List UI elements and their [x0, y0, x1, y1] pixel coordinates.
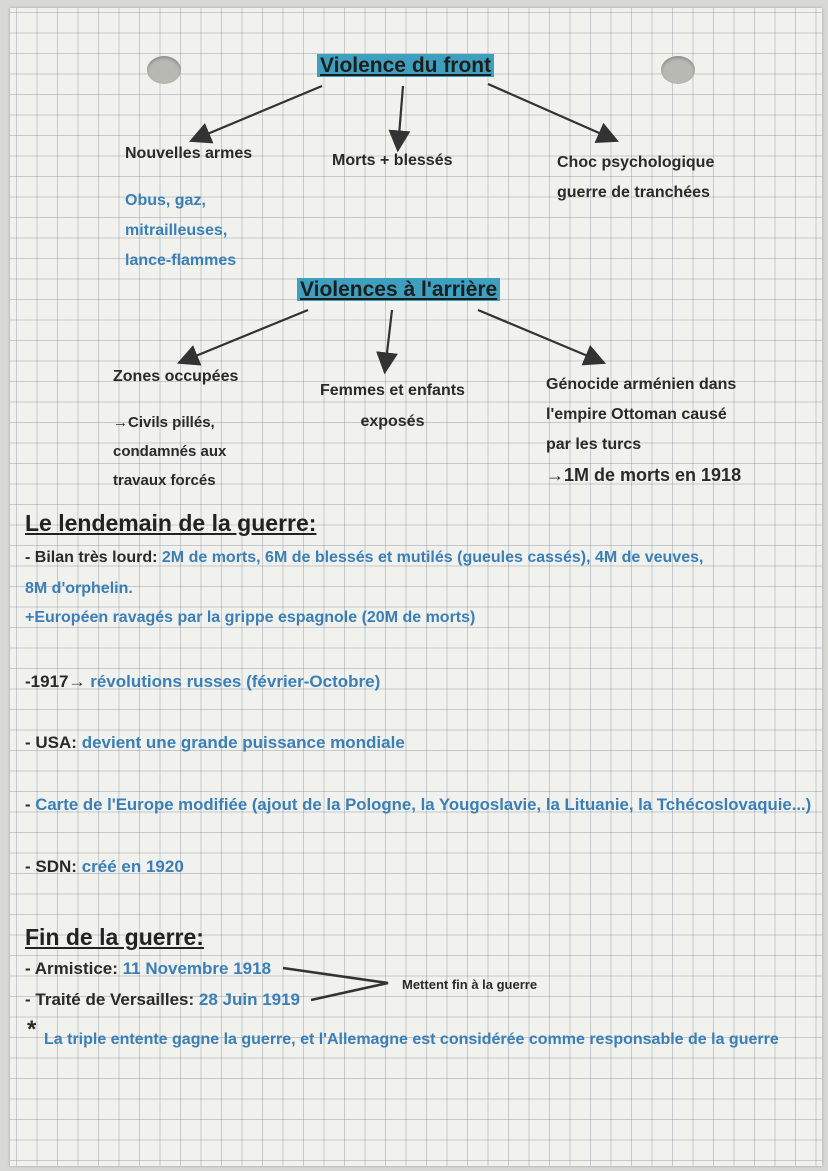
arriere-zones-title: Zones occupées — [113, 368, 239, 385]
front-shock — [557, 148, 714, 208]
list-item: mitrailleuses, — [125, 222, 228, 239]
list-item: Choc psychologique — [557, 154, 715, 171]
front-casualties: Morts + blessés — [332, 152, 453, 169]
traite-label: - Traité de Versailles: — [25, 990, 195, 1009]
list-item: →Civils pillés, — [113, 414, 215, 431]
armistice-text: 11 Novembre 1918 — [122, 959, 272, 978]
bracket-note: Mettent fin à la guerre — [402, 977, 538, 992]
list-item: l'empire Ottoman causé — [546, 406, 727, 423]
armistice-line — [25, 959, 271, 979]
front-title: Violence du front — [317, 54, 494, 78]
russie-text: révolutions russes (février-Octobre) — [90, 672, 381, 691]
bilan-text-2: 8M d'orphelin. — [25, 580, 133, 597]
usa-text: devient une grande puissance mondiale — [81, 733, 405, 752]
sdn-label: - SDN: — [25, 857, 77, 876]
fin-heading: Fin de la guerre: — [25, 924, 204, 950]
bilan-label: - Bilan très lourd: — [25, 549, 158, 566]
armistice-label: - Armistice: — [25, 959, 118, 978]
list-item: lance-flammes — [125, 252, 237, 269]
lendemain-heading: Le lendemain de la guerre: — [25, 510, 317, 536]
list-item: guerre de tranchées — [557, 184, 710, 201]
star-marker: * — [27, 1016, 37, 1043]
russie-label: -1917→ — [25, 672, 86, 691]
arriere-title: Violences à l'arrière — [297, 278, 500, 302]
punch-hole-right — [661, 56, 695, 84]
sdn-line — [25, 857, 184, 877]
punch-hole-left — [147, 56, 181, 84]
list-item: par les turcs — [546, 436, 642, 453]
russie-line — [25, 672, 380, 692]
carte-text: Carte de l'Europe modifiée (ajout de la Pologne, la Yougoslavie, la Lituanie, la Tchécoslovaquie...) — [35, 795, 812, 814]
traite-line — [25, 990, 300, 1010]
arriere-zones-list — [113, 408, 226, 495]
list-item: condamnés aux — [113, 443, 227, 460]
usa-label: - USA: — [25, 733, 77, 752]
list-item: Femmes et enfants — [320, 382, 465, 399]
arriere-women-children — [320, 375, 465, 437]
front-weapons-title: Nouvelles armes — [125, 145, 253, 162]
usa-line — [25, 733, 405, 753]
traite-text: 28 Juin 1919 — [198, 990, 301, 1009]
front-weapons-list — [125, 186, 236, 276]
conclusion-line: La triple entente gagne la guerre, et l'Allemagne est considérée comme responsable de la guerre — [44, 1031, 779, 1048]
bilan-line — [25, 549, 703, 567]
carte-line — [25, 795, 811, 815]
list-item: Obus, gaz, — [125, 192, 206, 209]
bilan-text: 2M de morts, 6M de blessés et mutilés (gueules cassés), 4M de veuves, — [161, 549, 704, 566]
sdn-text: créé en 1920 — [81, 857, 184, 876]
grippe-line: +Européen ravagés par la grippe espagnole (20M de morts) — [25, 609, 476, 626]
list-item: Génocide arménien dans — [546, 376, 737, 393]
list-item: travaux forcés — [113, 472, 216, 489]
list-item: exposés — [360, 413, 425, 430]
arriere-genocide — [546, 370, 741, 490]
carte-dash: - — [25, 795, 31, 814]
list-item: →1M de morts en 1918 — [546, 465, 742, 485]
